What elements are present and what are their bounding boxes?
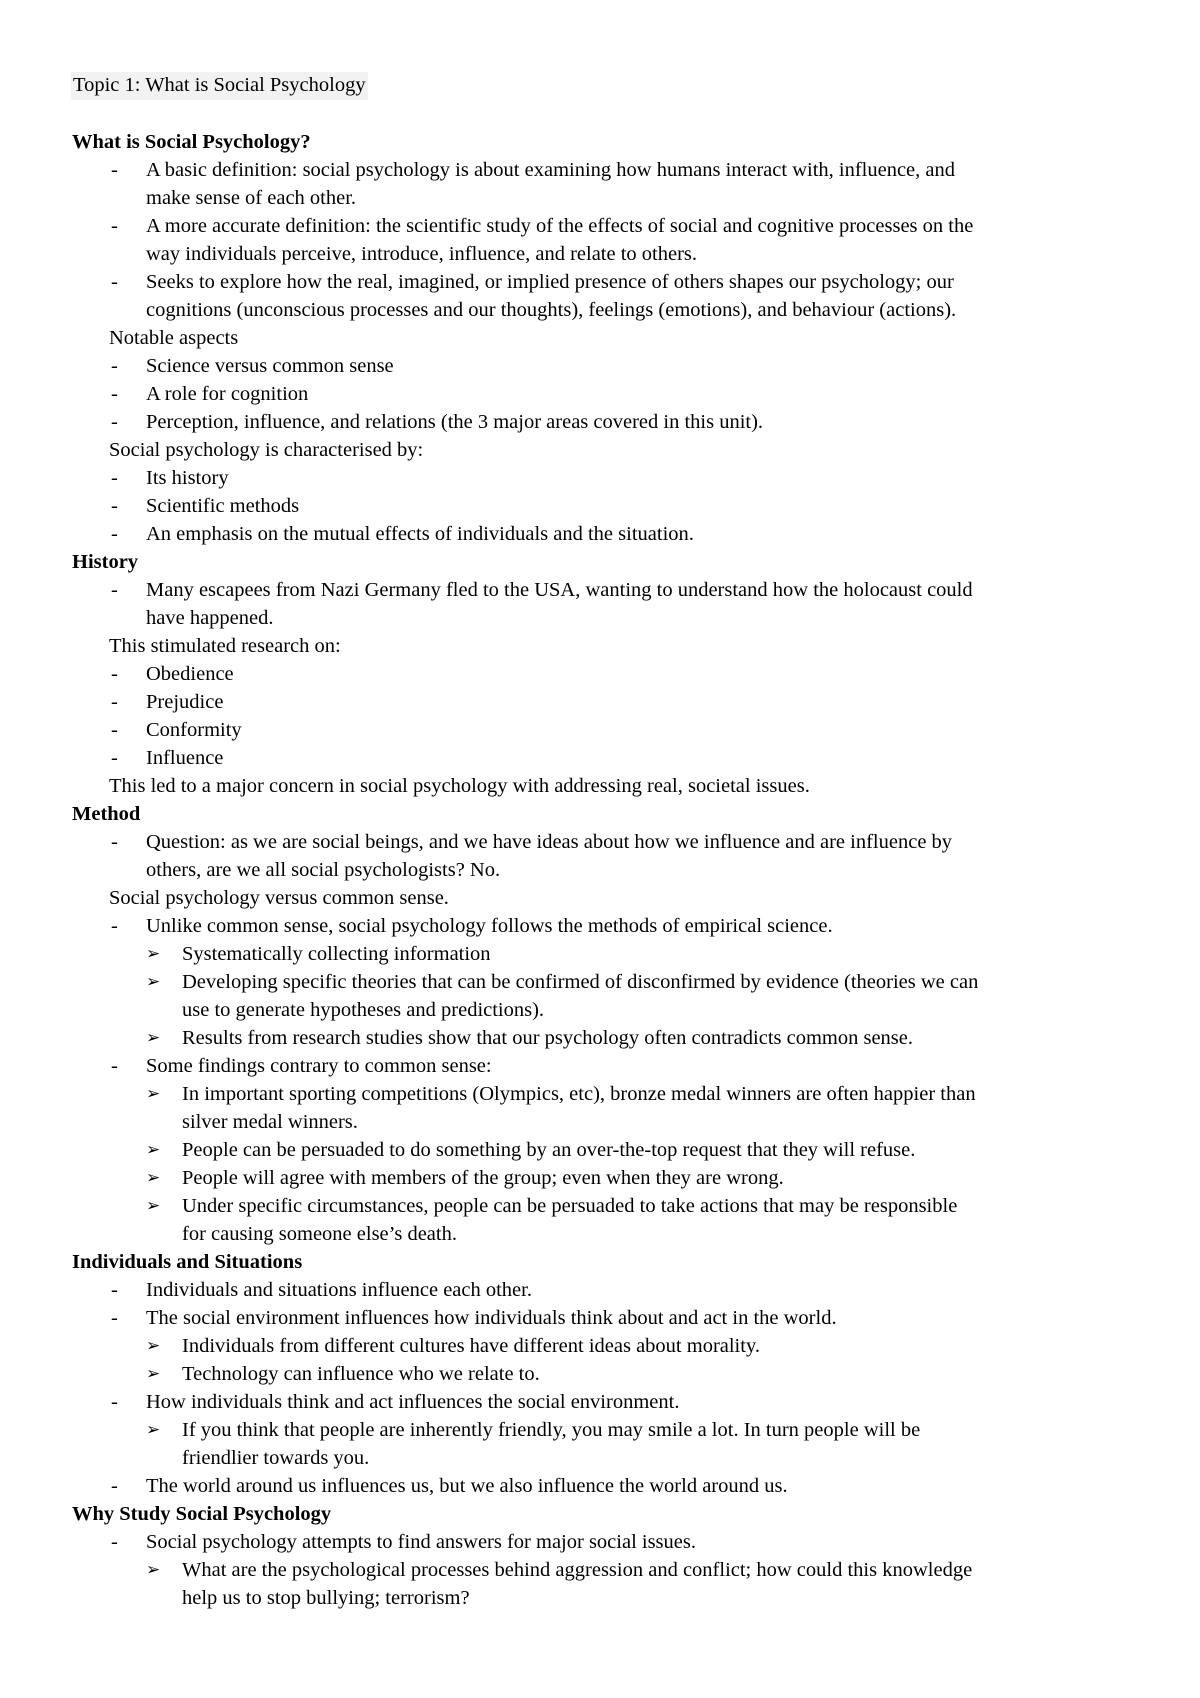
sub-list-item-text: Results from research studies show that our psychology often contradicts common sense.	[182, 1027, 914, 1049]
dash-bullet: -	[111, 523, 118, 545]
list-item	[0, 1304, 1200, 1332]
list-item-text: Its history	[146, 467, 229, 489]
sub-list-item	[0, 940, 1200, 968]
list-item-text: The social environment influences how individuals think about and act in the world.	[146, 1307, 837, 1329]
list-item	[0, 1276, 1200, 1304]
sub-list-item-text: silver medal winners.	[182, 1111, 358, 1133]
dash-bullet: -	[111, 1531, 118, 1553]
list-item	[0, 1472, 1200, 1500]
sub-list-item-text: friendlier towards you.	[182, 1447, 370, 1469]
list-item-text: Prejudice	[146, 691, 224, 713]
paragraph-line: Notable aspects	[109, 327, 239, 349]
list-item	[0, 1388, 1200, 1416]
sub-list-item-continuation	[0, 1444, 1200, 1472]
list-item-text: The world around us influences us, but we also influence the world around us.	[146, 1475, 788, 1497]
list-item-text: have happened.	[146, 607, 274, 629]
list-item-text: A basic definition: social psychology is about examining how humans interact with, influence, and	[146, 159, 956, 181]
sub-list-item	[0, 1164, 1200, 1192]
arrow-bullet-icon: ➢	[146, 944, 161, 963]
list-item	[0, 464, 1200, 492]
list-item-text: Conformity	[146, 719, 242, 741]
sub-list-item-text: People can be persuaded to do something by an over-the-top request that they will refuse.	[182, 1139, 916, 1161]
list-item	[0, 744, 1200, 772]
list-item-continuation	[0, 184, 1200, 212]
list-item-text: Obedience	[146, 663, 234, 685]
list-item-text: Individuals and situations influence each other.	[146, 1279, 532, 1301]
list-item-text: Influence	[146, 747, 224, 769]
list-item	[0, 828, 1200, 856]
list-item	[0, 492, 1200, 520]
sub-list-item-continuation	[0, 996, 1200, 1024]
arrow-bullet-icon: ➢	[146, 1560, 161, 1579]
sub-list-item	[0, 1136, 1200, 1164]
sub-list-item-text: use to generate hypotheses and predictions).	[182, 999, 545, 1021]
list-item-text: way individuals perceive, introduce, influence, and relate to others.	[146, 243, 698, 265]
sub-list-item-text: help us to stop bullying; terrorism?	[182, 1587, 470, 1609]
list-item-text: Unlike common sense, social psychology follows the methods of empirical science.	[146, 915, 833, 937]
dash-bullet: -	[111, 159, 118, 181]
list-item-text: How individuals think and act influences the social environment.	[146, 1391, 680, 1413]
arrow-bullet-icon: ➢	[146, 1168, 161, 1187]
list-item-text: Social psychology attempts to find answers for major social issues.	[146, 1531, 696, 1553]
arrow-bullet-icon: ➢	[146, 1364, 161, 1383]
dash-bullet: -	[111, 747, 118, 769]
list-item-text: A more accurate definition: the scientific study of the effects of social and cognitive processes on the	[146, 215, 974, 237]
section-heading: Why Study Social Psychology	[72, 1503, 332, 1525]
dash-bullet: -	[111, 663, 118, 685]
list-item	[0, 380, 1200, 408]
list-item	[0, 660, 1200, 688]
list-item-text: A role for cognition	[146, 383, 309, 405]
section-heading: History	[72, 551, 139, 573]
dash-bullet: -	[111, 1307, 118, 1329]
dash-bullet: -	[111, 271, 118, 293]
list-item-text: Seeks to explore how the real, imagined, or implied presence of others shapes our psychology; our	[146, 271, 954, 293]
sub-list-item-text: Developing specific theories that can be confirmed of disconfirmed by evidence (theories we can	[182, 971, 979, 993]
arrow-bullet-icon: ➢	[146, 1420, 161, 1439]
list-item	[0, 688, 1200, 716]
list-item	[0, 156, 1200, 184]
list-item-text: others, are we all social psychologists? No.	[146, 859, 501, 881]
dash-bullet: -	[111, 355, 118, 377]
arrow-bullet-icon: ➢	[146, 1140, 161, 1159]
list-item-text: Science versus common sense	[146, 355, 394, 377]
list-item-text: Many escapees from Nazi Germany fled to the USA, wanting to understand how the holocaust could	[146, 579, 973, 601]
sub-list-item-text: Technology can influence who we relate to.	[182, 1363, 540, 1385]
list-item	[0, 1528, 1200, 1556]
dash-bullet: -	[111, 411, 118, 433]
document-body	[0, 128, 1200, 1612]
list-item	[0, 520, 1200, 548]
dash-bullet: -	[111, 1475, 118, 1497]
sub-list-item	[0, 1192, 1200, 1220]
sub-list-item-text: for causing someone else’s death.	[182, 1223, 457, 1245]
sub-list-item	[0, 968, 1200, 996]
list-item	[0, 576, 1200, 604]
dash-bullet: -	[111, 719, 118, 741]
dash-bullet: -	[111, 579, 118, 601]
section-heading: What is Social Psychology?	[72, 131, 311, 153]
sub-list-item-continuation	[0, 1220, 1200, 1248]
list-item-continuation	[0, 240, 1200, 268]
sub-list-item	[0, 1360, 1200, 1388]
paragraph-line: This stimulated research on:	[109, 635, 341, 657]
sub-list-item-text: People will agree with members of the group; even when they are wrong.	[182, 1167, 784, 1189]
list-item	[0, 408, 1200, 436]
list-item-text: Scientific methods	[146, 495, 300, 517]
sub-list-item	[0, 1024, 1200, 1052]
list-item-text: cognitions (unconscious processes and our thoughts), feelings (emotions), and behaviour (actions).	[146, 299, 957, 321]
paragraph-line: Social psychology is characterised by:	[109, 439, 424, 461]
sub-list-item	[0, 1080, 1200, 1108]
list-item	[0, 912, 1200, 940]
dash-bullet: -	[111, 383, 118, 405]
sub-list-item-text: If you think that people are inherently friendly, you may smile a lot. In turn people will be	[182, 1419, 921, 1441]
dash-bullet: -	[111, 1055, 118, 1077]
list-item-text: An emphasis on the mutual effects of individuals and the situation.	[146, 523, 694, 545]
list-item	[0, 352, 1200, 380]
document-title: Topic 1: What is Social Psychology	[71, 72, 368, 100]
arrow-bullet-icon: ➢	[146, 1196, 161, 1215]
dash-bullet: -	[111, 691, 118, 713]
sub-list-item-text: What are the psychological processes behind aggression and conflict; how could this knowledge	[182, 1559, 973, 1581]
list-item	[0, 1052, 1200, 1080]
sub-list-item-continuation	[0, 1584, 1200, 1612]
list-item	[0, 716, 1200, 744]
paragraph-line: This led to a major concern in social psychology with addressing real, societal issues.	[109, 775, 810, 797]
sub-list-item	[0, 1556, 1200, 1584]
dash-bullet: -	[111, 495, 118, 517]
sub-list-item-text: In important sporting competitions (Olympics, etc), bronze medal winners are often happier than	[182, 1083, 976, 1105]
list-item-continuation	[0, 856, 1200, 884]
arrow-bullet-icon: ➢	[146, 1084, 161, 1103]
list-item-text: make sense of each other.	[146, 187, 357, 209]
dash-bullet: -	[111, 915, 118, 937]
dash-bullet: -	[111, 1391, 118, 1413]
list-item	[0, 212, 1200, 240]
arrow-bullet-icon: ➢	[146, 1336, 161, 1355]
sub-list-item-text: Systematically collecting information	[182, 943, 491, 965]
section-heading: Individuals and Situations	[72, 1251, 303, 1273]
dash-bullet: -	[111, 831, 118, 853]
sub-list-item-text: Under specific circumstances, people can be persuaded to take actions that may be responsible	[182, 1195, 958, 1217]
arrow-bullet-icon: ➢	[146, 1028, 161, 1047]
sub-list-item	[0, 1416, 1200, 1444]
sub-list-item-text: Individuals from different cultures have different ideas about morality.	[182, 1335, 760, 1357]
dash-bullet: -	[111, 1279, 118, 1301]
list-item-continuation	[0, 296, 1200, 324]
paragraph-line: Social psychology versus common sense.	[109, 887, 449, 909]
dash-bullet: -	[111, 215, 118, 237]
dash-bullet: -	[111, 467, 118, 489]
list-item-text: Perception, influence, and relations (the 3 major areas covered in this unit).	[146, 411, 764, 433]
arrow-bullet-icon: ➢	[146, 972, 161, 991]
list-item-text: Question: as we are social beings, and we have ideas about how we influence and are influence by	[146, 831, 953, 853]
sub-list-item-continuation	[0, 1108, 1200, 1136]
section-heading: Method	[72, 803, 141, 825]
list-item-continuation	[0, 604, 1200, 632]
sub-list-item	[0, 1332, 1200, 1360]
list-item-text: Some findings contrary to common sense:	[146, 1055, 492, 1077]
list-item	[0, 268, 1200, 296]
